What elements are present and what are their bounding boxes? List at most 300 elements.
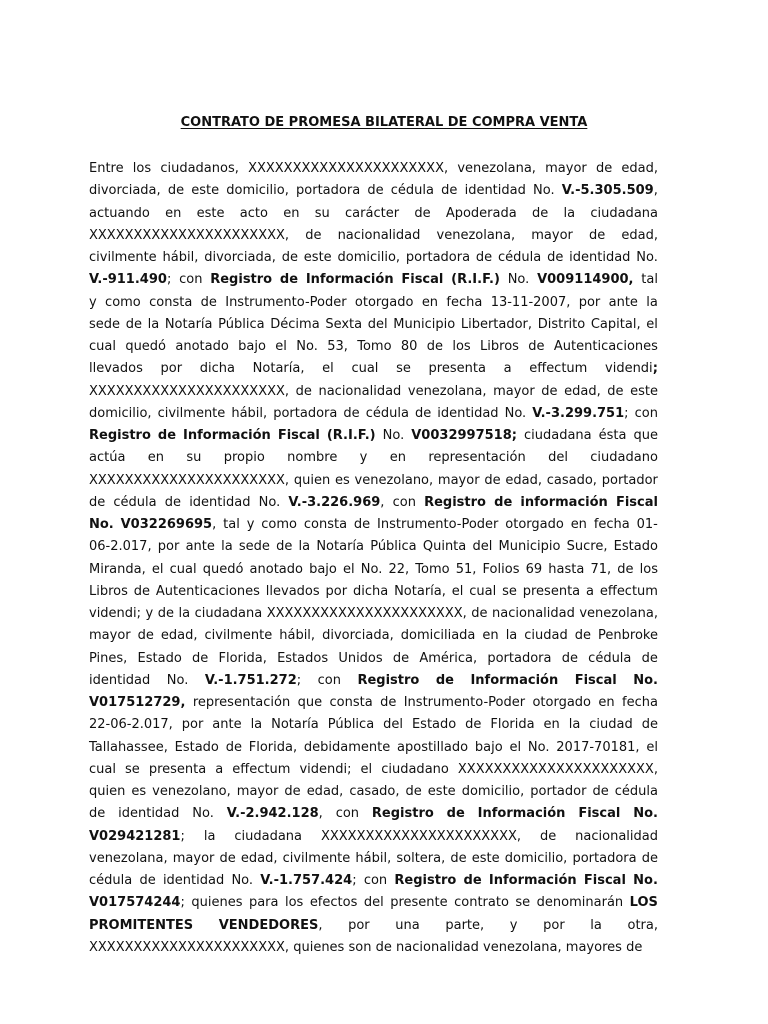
document-word: sede bbox=[238, 539, 270, 555]
document-line bbox=[89, 625, 658, 647]
document-word: mayor bbox=[236, 784, 279, 799]
document-word: ciudadano bbox=[590, 450, 658, 466]
document-word: domiciliada bbox=[400, 628, 476, 644]
document-word: effectum bbox=[599, 583, 658, 599]
document-word: Información bbox=[488, 873, 577, 888]
document-word: Penbroke bbox=[598, 628, 658, 644]
document-word: effectum bbox=[232, 761, 291, 777]
document-word: ante bbox=[608, 294, 638, 310]
document-line bbox=[89, 536, 658, 558]
document-word: Estado bbox=[137, 650, 182, 666]
document-word: de bbox=[139, 873, 156, 888]
document-word: tal bbox=[641, 272, 658, 288]
document-word: quien bbox=[293, 472, 331, 488]
document-word: cédula bbox=[614, 784, 658, 799]
document-line bbox=[89, 292, 658, 314]
document-line bbox=[89, 892, 658, 914]
document-word: hábil, bbox=[355, 850, 392, 866]
document-word: ante bbox=[212, 717, 242, 733]
document-word: de bbox=[367, 183, 384, 199]
document-line bbox=[89, 714, 658, 736]
document-word: V029421281; bbox=[89, 828, 185, 844]
document-word: civilmente bbox=[157, 405, 226, 421]
document-word: V.-1.751.272; bbox=[204, 672, 302, 688]
document-word: apostillado bbox=[397, 739, 469, 755]
document-word: Pública bbox=[218, 316, 265, 332]
document-word: bajo bbox=[238, 339, 266, 354]
document-word: consta bbox=[329, 695, 373, 710]
document-word: de bbox=[133, 583, 151, 599]
document-word: actúa bbox=[89, 450, 126, 466]
document-word: cual bbox=[469, 583, 497, 599]
document-word: de bbox=[279, 272, 299, 288]
document-word: V0032997518; bbox=[411, 428, 517, 443]
document-word: de bbox=[595, 161, 613, 176]
document-word: del bbox=[363, 895, 384, 911]
document-word: en bbox=[421, 294, 439, 310]
document-word: el bbox=[322, 361, 334, 377]
document-word: acto bbox=[239, 205, 268, 221]
document-word: cédula bbox=[89, 873, 133, 888]
document-word: venezolano, bbox=[354, 472, 434, 488]
document-word: Registro bbox=[424, 494, 486, 510]
document-word: carácter bbox=[345, 205, 400, 221]
document-word: del bbox=[548, 450, 568, 466]
document-line bbox=[89, 470, 658, 492]
document-word: No. bbox=[360, 561, 383, 577]
document-word: venezolana, bbox=[457, 161, 536, 176]
document-line bbox=[89, 581, 658, 603]
document-word: portadora bbox=[572, 850, 637, 866]
document-word: de bbox=[343, 405, 360, 421]
document-word: fecha bbox=[622, 695, 658, 710]
document-word: representación bbox=[192, 695, 291, 710]
document-word: V.-3.226.969, bbox=[288, 494, 385, 510]
document-word: este bbox=[303, 250, 332, 265]
document-word: sede bbox=[89, 316, 121, 332]
document-word: No. bbox=[633, 806, 658, 822]
document-word: ciudadanos, bbox=[160, 161, 239, 176]
document-word: XXXXXXXXXXXXXXXXXXXXXX, bbox=[89, 472, 290, 488]
document-word: V.-2.942.128, bbox=[226, 806, 323, 822]
document-word: por bbox=[181, 717, 204, 733]
document-line bbox=[89, 781, 658, 803]
document-word: nacionalidad bbox=[396, 939, 479, 955]
document-line bbox=[89, 381, 658, 403]
document-word: 51, bbox=[455, 561, 477, 577]
document-word: 80 bbox=[400, 339, 418, 354]
document-word: actuando bbox=[89, 205, 150, 221]
document-word: portadora bbox=[405, 250, 471, 265]
document-word: portadora bbox=[273, 405, 338, 421]
document-word: portadora bbox=[487, 650, 552, 666]
document-word: hábil, bbox=[162, 250, 199, 265]
document-word: XXXXXXXXXXXXXXXXXXXXXX, bbox=[248, 161, 449, 176]
document-word: de bbox=[494, 494, 513, 510]
document-word: domicilio, bbox=[89, 405, 152, 421]
document-word: hasta bbox=[548, 561, 585, 577]
document-word: de bbox=[414, 205, 431, 221]
document-word: el bbox=[343, 561, 355, 577]
document-word: Tallahassee, bbox=[89, 739, 168, 755]
document-word: identidad bbox=[464, 183, 526, 199]
document-word: y bbox=[246, 517, 255, 532]
document-word: la bbox=[568, 717, 581, 733]
document-word: nombre bbox=[287, 450, 338, 466]
document-word: por bbox=[160, 361, 183, 377]
document-word: ciudadana bbox=[194, 606, 263, 621]
document-line bbox=[89, 937, 658, 959]
document-word: edad, bbox=[306, 784, 344, 799]
document-word: casado, bbox=[349, 784, 400, 799]
document-word: ciudadana bbox=[234, 828, 302, 844]
document-word: No. bbox=[89, 517, 114, 532]
document-word: mayor bbox=[437, 472, 480, 488]
document-word: en bbox=[283, 205, 300, 221]
document-word: Notaría, bbox=[394, 583, 446, 599]
document-line bbox=[89, 158, 658, 180]
document-word: cédula bbox=[588, 650, 632, 666]
document-word: de bbox=[589, 227, 606, 243]
document-word: Municipio bbox=[498, 539, 561, 555]
document-word: se bbox=[396, 361, 411, 377]
document-line bbox=[89, 492, 658, 514]
document-word: Distrito bbox=[537, 316, 586, 332]
document-word: 06-2.017, bbox=[89, 539, 152, 555]
document-word: de bbox=[125, 316, 142, 332]
document-word: otorgado bbox=[532, 695, 591, 710]
document-word: una bbox=[395, 917, 420, 933]
document-word: este bbox=[191, 183, 220, 199]
document-word: Estado bbox=[613, 539, 658, 555]
document-line bbox=[89, 559, 658, 581]
document-word: Registro bbox=[210, 272, 273, 288]
document-word: este bbox=[427, 784, 456, 799]
document-word: Pines, bbox=[89, 650, 128, 666]
document-word: para bbox=[248, 895, 279, 911]
document-line bbox=[89, 759, 658, 781]
document-word: soltera, bbox=[396, 850, 446, 866]
document-word: en bbox=[598, 695, 615, 710]
document-word: nacionalidad bbox=[575, 828, 658, 844]
document-word: con bbox=[335, 806, 360, 822]
document-word: LOS bbox=[629, 895, 658, 911]
document-word: de bbox=[225, 739, 242, 755]
document-line bbox=[89, 247, 658, 269]
document-word: 22, bbox=[388, 561, 410, 577]
document-word: a bbox=[215, 761, 224, 777]
document-word: del bbox=[472, 539, 493, 555]
document-word: Estado bbox=[174, 739, 219, 755]
document-word: en bbox=[570, 517, 587, 532]
document-word: los bbox=[639, 561, 658, 577]
document-word: de bbox=[528, 339, 545, 354]
document-word: Pública bbox=[370, 539, 417, 555]
document-word: Sexta bbox=[325, 316, 363, 332]
document-word: de bbox=[617, 561, 634, 577]
document-word: y bbox=[145, 606, 154, 621]
document-word: Miranda, bbox=[89, 561, 146, 577]
document-word: Registro bbox=[394, 873, 457, 888]
document-word: de bbox=[475, 250, 493, 265]
document-word: denominarán bbox=[536, 895, 624, 911]
document-word: Pública bbox=[327, 717, 375, 733]
document-word: presente bbox=[390, 895, 448, 911]
document-word: nacionalidad bbox=[337, 227, 421, 243]
document-word: de bbox=[89, 494, 106, 510]
document-word: ciudadana bbox=[523, 428, 592, 443]
document-word: venezolana, bbox=[407, 383, 487, 399]
document-word: este bbox=[196, 205, 225, 221]
document-word: anotado bbox=[249, 561, 303, 577]
document-word: ciudadano bbox=[381, 761, 449, 777]
document-word: No. bbox=[633, 873, 658, 888]
document-word: identidad bbox=[162, 873, 225, 888]
document-word: con bbox=[392, 494, 416, 510]
document-word: anotado bbox=[175, 339, 229, 354]
document-word: de bbox=[574, 628, 592, 644]
document-word: es bbox=[334, 472, 350, 488]
document-word: dicha bbox=[352, 583, 389, 599]
document-line bbox=[89, 737, 658, 759]
document-word: el bbox=[646, 739, 658, 755]
document-word: Autenticaciones bbox=[155, 583, 260, 599]
document-word: por bbox=[325, 583, 348, 599]
document-line bbox=[89, 670, 658, 692]
document-word: Fiscal bbox=[401, 272, 444, 288]
document-word: civilmente bbox=[89, 250, 157, 265]
document-word: cual bbox=[89, 761, 116, 777]
document-word: ciudadana bbox=[590, 205, 658, 221]
document-word: de bbox=[471, 606, 488, 621]
document-word: mayor bbox=[89, 628, 131, 644]
document-word: edad, bbox=[621, 227, 658, 243]
document-word: venezolana, bbox=[89, 850, 168, 866]
document-line bbox=[89, 692, 658, 714]
document-word: XXXXXXXXXXXXXXXXXXXXXX, bbox=[320, 828, 522, 844]
document-word: se bbox=[125, 761, 140, 777]
document-word: en bbox=[543, 717, 560, 733]
document-word: Fiscal bbox=[615, 494, 658, 510]
document-word: divorciada, bbox=[204, 250, 276, 265]
document-word: parte, bbox=[445, 917, 485, 933]
document-word: Décima bbox=[270, 316, 320, 332]
document-word: presenta bbox=[148, 761, 207, 777]
document-word: es bbox=[131, 784, 147, 799]
document-word: No. bbox=[633, 672, 658, 688]
document-word: en bbox=[389, 450, 406, 466]
document-word: No. bbox=[636, 250, 658, 265]
document-word: Información bbox=[183, 428, 271, 443]
document-word: No. bbox=[296, 339, 318, 354]
document-word: videndi; bbox=[299, 761, 352, 777]
document-word: la bbox=[646, 294, 658, 310]
document-word: V009114900, bbox=[537, 272, 634, 288]
document-word: su bbox=[186, 450, 202, 466]
document-word: la bbox=[221, 539, 233, 555]
document-word: identidad bbox=[89, 672, 151, 688]
document-word: Tomo bbox=[415, 561, 450, 577]
document-line bbox=[89, 225, 658, 247]
document-word: portador bbox=[530, 784, 587, 799]
document-word: 01- bbox=[636, 517, 658, 532]
document-word: de bbox=[276, 539, 293, 555]
document-word: No. bbox=[507, 272, 530, 288]
document-word: de bbox=[539, 828, 557, 844]
document-word: que bbox=[297, 695, 323, 710]
document-word: de bbox=[446, 806, 465, 822]
document-word: No. bbox=[527, 739, 550, 755]
document-word: con bbox=[634, 405, 658, 421]
document-word: civilmente bbox=[204, 628, 273, 644]
document-word: el bbox=[646, 316, 658, 332]
document-word: información bbox=[520, 494, 608, 510]
document-word: de bbox=[392, 650, 410, 666]
document-line bbox=[89, 180, 658, 202]
document-word: de bbox=[137, 628, 154, 644]
document-word: de bbox=[641, 850, 658, 866]
document-line bbox=[89, 336, 658, 358]
document-word: cédula bbox=[365, 405, 409, 421]
document-word: Información bbox=[470, 672, 559, 688]
document-word: (R.I.F.) bbox=[451, 272, 500, 288]
document-word: V.-1.757.424; bbox=[260, 873, 357, 888]
document-word: de bbox=[592, 784, 609, 799]
document-word: Capital, bbox=[590, 316, 641, 332]
document-word: en bbox=[147, 450, 165, 466]
document-word: por bbox=[348, 917, 370, 933]
document-word: ciudad bbox=[524, 628, 568, 644]
document-word: cual bbox=[89, 339, 116, 354]
document-word: de bbox=[281, 250, 298, 265]
document-word: el bbox=[151, 561, 164, 577]
document-word: a bbox=[503, 361, 512, 377]
document-word: de bbox=[426, 339, 444, 354]
document-word: de bbox=[641, 717, 658, 733]
document-word: casado, bbox=[546, 472, 597, 488]
document-word: fecha bbox=[446, 294, 483, 310]
document-word: la bbox=[298, 539, 311, 555]
document-word: la bbox=[203, 828, 216, 844]
document-word: Florida bbox=[490, 717, 535, 733]
document-word: ante bbox=[185, 539, 215, 555]
document-word: Estados bbox=[277, 650, 329, 666]
document-word: de bbox=[541, 383, 558, 399]
document-word: Estado bbox=[411, 717, 457, 733]
document-word: No. bbox=[382, 428, 405, 443]
document-word: nacionalidad bbox=[318, 383, 402, 399]
document-word: de bbox=[441, 183, 458, 199]
document-line bbox=[89, 314, 658, 336]
document-word: de bbox=[414, 405, 432, 421]
document-word: No. bbox=[231, 873, 254, 888]
document-word: videndi; bbox=[605, 361, 658, 377]
document-word: el bbox=[509, 739, 522, 755]
document-word: Notaría bbox=[164, 316, 213, 332]
document-word: 2017-70181, bbox=[556, 739, 640, 755]
document-word: efectos bbox=[309, 895, 358, 911]
document-word: V.-3.299.751; bbox=[532, 405, 629, 421]
document-word: V032269695, bbox=[120, 517, 217, 532]
document-word: de bbox=[547, 250, 564, 265]
document-word: de bbox=[284, 784, 301, 799]
document-word: propio bbox=[223, 450, 265, 466]
document-word: quedó bbox=[202, 561, 244, 577]
document-word: Florida, bbox=[248, 739, 298, 755]
document-line bbox=[89, 203, 658, 225]
document-word: y bbox=[509, 917, 518, 933]
document-word: Folios bbox=[482, 561, 520, 577]
document-word: Notaría bbox=[271, 717, 319, 733]
document-word: Registro bbox=[357, 672, 420, 688]
document-word: su bbox=[314, 205, 330, 221]
document-word: del bbox=[383, 717, 403, 733]
document-word: Florida, bbox=[218, 650, 267, 666]
document-word: cédula bbox=[113, 494, 157, 510]
document-word: edad, bbox=[240, 850, 278, 866]
document-word: con bbox=[317, 672, 341, 688]
document-word: de bbox=[641, 650, 658, 666]
document-word: XXXXXXXXXXXXXXXXXXXXXX, bbox=[89, 227, 290, 243]
document-word: Libros bbox=[89, 583, 128, 599]
document-word: cédula bbox=[498, 250, 542, 265]
document-word: Quinta bbox=[422, 539, 467, 555]
document-word: son bbox=[348, 939, 372, 955]
document-word: la bbox=[563, 205, 576, 221]
document-word: mayor bbox=[172, 850, 215, 866]
document-word: mayor bbox=[531, 227, 573, 243]
document-word: de bbox=[219, 850, 236, 866]
document-line bbox=[89, 803, 658, 825]
document-word: llevados bbox=[89, 361, 143, 377]
document-word: de bbox=[380, 695, 397, 710]
document-word: quienes bbox=[191, 895, 243, 911]
document-word: domicilio, bbox=[461, 784, 525, 799]
document-word: se bbox=[502, 583, 517, 599]
document-word: de bbox=[192, 650, 209, 666]
document-word: domicilio, bbox=[226, 183, 289, 199]
document-word: Libros bbox=[480, 339, 519, 354]
document-word: de bbox=[164, 494, 182, 510]
document-word: mayor bbox=[545, 161, 587, 176]
document-word: venezolana, bbox=[483, 939, 562, 955]
document-word: otra, bbox=[627, 917, 658, 933]
document-body bbox=[89, 158, 658, 959]
document-word: debidamente bbox=[303, 739, 391, 755]
document-word: domicilio, bbox=[337, 250, 401, 265]
document-word: VENDEDORES, bbox=[218, 917, 323, 933]
document-line bbox=[89, 826, 658, 848]
document-word: de bbox=[463, 873, 482, 888]
document-word: de bbox=[450, 850, 467, 866]
document-word: hábil, bbox=[231, 405, 268, 421]
document-word: edad, bbox=[564, 383, 601, 399]
document-word: presenta bbox=[522, 583, 581, 599]
document-word: dicha bbox=[199, 361, 235, 377]
document-word: otorgado bbox=[354, 294, 414, 310]
document-word: cédula bbox=[390, 183, 434, 199]
document-word: Autenticaciones bbox=[553, 339, 658, 354]
document-word: Fiscal bbox=[578, 806, 621, 822]
document-word: venezolano, bbox=[152, 784, 231, 799]
document-word: No. bbox=[504, 405, 527, 421]
document-line bbox=[89, 269, 658, 291]
document-word: (R.I.F.) bbox=[326, 428, 376, 443]
document-word: cual bbox=[169, 561, 197, 577]
document-word: 71, bbox=[590, 561, 612, 577]
document-word: la bbox=[505, 628, 518, 644]
document-word: por bbox=[543, 917, 565, 933]
